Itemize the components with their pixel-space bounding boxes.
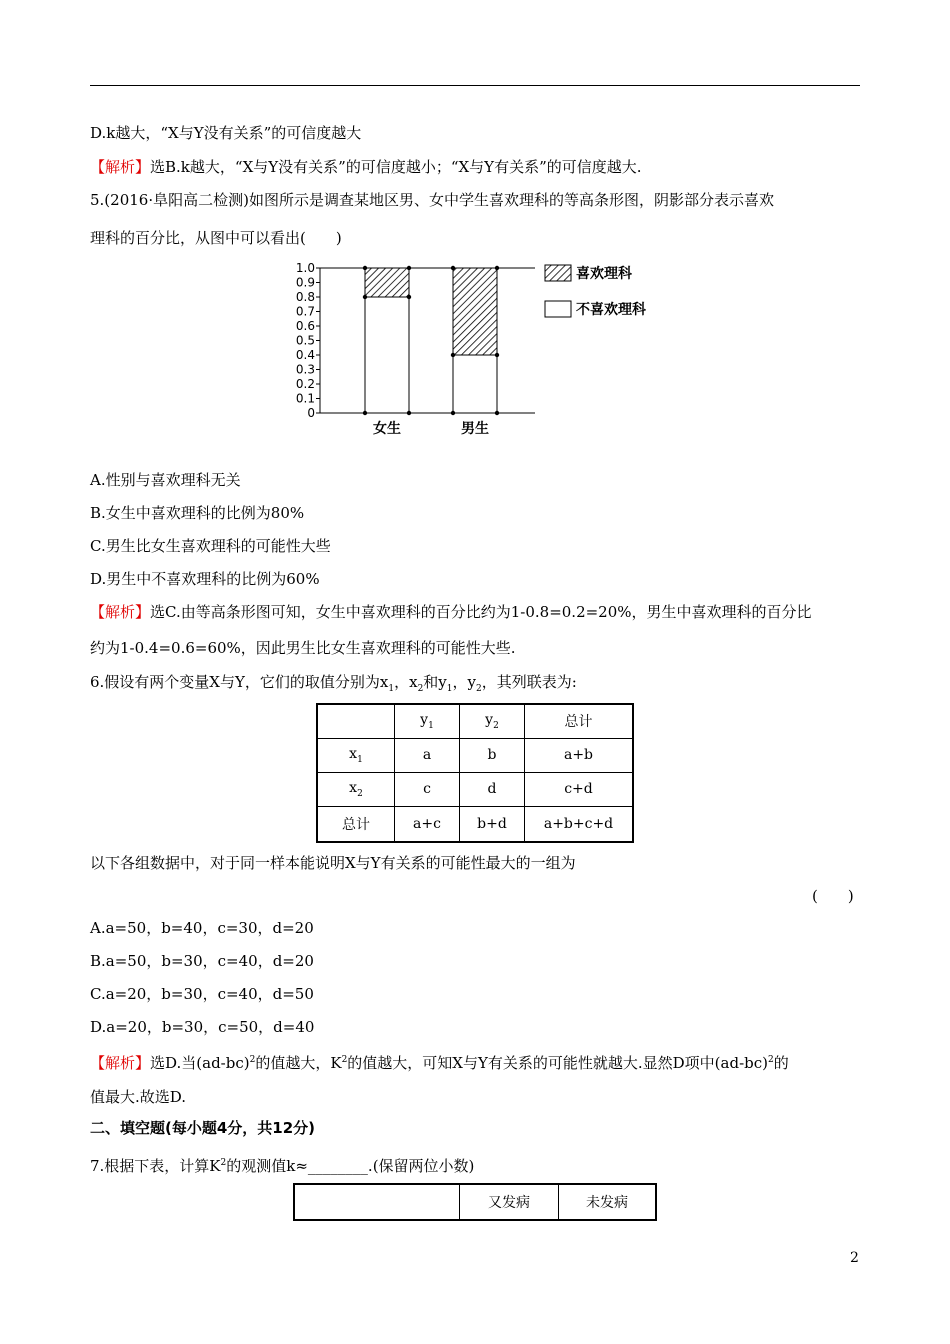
table-cell: 未发病 bbox=[559, 1184, 657, 1220]
subscript: 2 bbox=[357, 788, 363, 799]
table-header-row bbox=[294, 1184, 656, 1220]
table-cell bbox=[317, 772, 395, 806]
q6-stem-text: 6.假设有两个变量X与Y，它们的取值分别为x bbox=[90, 673, 389, 691]
cell-text: y bbox=[485, 711, 494, 728]
y-tick-label: 0 bbox=[307, 406, 315, 420]
q5-option-a: A.性别与喜欢理科无关 bbox=[90, 471, 241, 489]
subscript: 2 bbox=[476, 684, 482, 694]
q6-stem bbox=[90, 672, 577, 699]
y-tick-label: 0.5 bbox=[295, 333, 315, 348]
table-row bbox=[317, 806, 633, 842]
q6-stem-text: ，x bbox=[394, 673, 418, 691]
y-tick-label: 0.4 bbox=[295, 348, 315, 362]
q6-question: 以下各组数据中，对于同一样本能说明X与Y有关系的可能性最大的一组为 bbox=[90, 854, 576, 872]
analysis-text: 选B.k越大，“X与Y没有关系”的可信度越小；“X与Y有关系”的可信度越大. bbox=[150, 158, 642, 176]
analysis-text: 的值越大，可知X与Y有关系的可能性就越大.显然D项中(ad-bc) bbox=[347, 1054, 768, 1072]
q6-option-d: D.a=20，b=30，c=50，d=40 bbox=[90, 1018, 315, 1036]
table-cell bbox=[317, 704, 395, 738]
bar-vertex-dot bbox=[495, 353, 499, 357]
subscript: 1 bbox=[428, 720, 434, 731]
superscript: 2 bbox=[341, 1055, 348, 1065]
table-cell: a+c bbox=[395, 806, 460, 842]
page-number: 2 bbox=[850, 1250, 859, 1266]
bar-vertex-dot bbox=[363, 411, 367, 415]
bar-vertex-dot bbox=[363, 266, 367, 270]
bar-vertex-dot bbox=[407, 411, 411, 415]
table-cell: 总计 bbox=[525, 704, 634, 738]
q5-analysis-line2: 约为1-0.4=0.6=60%，因此男生比女生喜欢理科的可能性大些. bbox=[90, 639, 516, 657]
bar-vertex-dot bbox=[407, 295, 411, 299]
y-tick-label: 0.2 bbox=[295, 377, 315, 391]
cell-text: x bbox=[349, 745, 358, 762]
analysis-text: 选D.当(ad-bc) bbox=[150, 1054, 250, 1072]
table-cell bbox=[395, 704, 460, 738]
table-cell: a+b bbox=[525, 738, 634, 772]
q7-stem-text: 7.根据下表，计算K bbox=[90, 1157, 221, 1175]
q6-option-b: B.a=50，b=30，c=40，d=20 bbox=[90, 952, 314, 970]
y-tick-label: 1.0 bbox=[295, 261, 315, 275]
x-category-label: 女生 bbox=[373, 421, 401, 437]
superscript: 2 bbox=[249, 1055, 256, 1065]
bar-vertex-dot bbox=[451, 353, 455, 357]
analysis-tag: 【解析】 bbox=[90, 603, 151, 621]
subscript: 2 bbox=[417, 684, 424, 694]
analysis-tag: 【解析】 bbox=[90, 1054, 151, 1072]
q6-stem-text: 和y bbox=[423, 673, 447, 691]
q6-analysis-line2: 值最大.故选D. bbox=[90, 1088, 187, 1106]
subscript: 1 bbox=[446, 684, 453, 694]
q6-analysis-line1 bbox=[90, 1050, 789, 1073]
bar-segment-like-science bbox=[453, 268, 497, 355]
q6-stem-text: ，其列联表为: bbox=[481, 673, 577, 691]
table-cell: a bbox=[395, 738, 460, 772]
bar-vertex-dot bbox=[495, 266, 499, 270]
legend-label: 喜欢理科 bbox=[576, 266, 632, 282]
table-cell bbox=[460, 704, 525, 738]
q7-stem bbox=[90, 1153, 474, 1176]
table-row bbox=[317, 738, 633, 772]
cell-text: x bbox=[349, 779, 358, 796]
legend-swatch-dislike-science bbox=[545, 301, 571, 317]
table-cell bbox=[317, 738, 395, 772]
subscript: 2 bbox=[493, 720, 499, 731]
superscript: 2 bbox=[768, 1055, 774, 1065]
q5-stem-line2: 理科的百分比，从图中可以看出( ) bbox=[90, 229, 342, 247]
subscript: 1 bbox=[388, 684, 395, 694]
answer-blank-paren: ( ) bbox=[812, 887, 854, 905]
section-heading: 二、填空题(每小题4分，共12分) bbox=[90, 1119, 316, 1137]
y-tick-label: 0.8 bbox=[295, 290, 315, 304]
q7-stem-text: 的观测值k≈________.(保留两位小数) bbox=[226, 1157, 475, 1175]
table-cell: c+d bbox=[525, 772, 634, 806]
bar-segment-dislike-science bbox=[453, 355, 497, 413]
cell-text: y bbox=[420, 711, 429, 728]
table-cell: a+b+c+d bbox=[525, 806, 634, 842]
superscript: 2 bbox=[220, 1158, 227, 1168]
y-tick-label: 0.6 bbox=[295, 319, 315, 333]
q4-analysis bbox=[90, 157, 642, 177]
header-rule bbox=[90, 85, 860, 86]
bar-vertex-dot bbox=[451, 266, 455, 270]
analysis-text: 选C.由等高条形图可知，女生中喜欢理科的百分比约为1-0.8=0.2=20%，男生中喜欢理科的百分比 bbox=[150, 603, 812, 621]
analysis-text: 的值越大，K bbox=[255, 1054, 342, 1072]
legend-label: 不喜欢理科 bbox=[576, 302, 646, 318]
y-tick-label: 0.9 bbox=[295, 275, 315, 290]
q5-stem-line1: 5.(2016·阜阳高二检测)如图所示是调查某地区男、女中学生喜欢理科的等高条形图，阴影部分表示喜欢 bbox=[90, 191, 774, 209]
bar-vertex-dot bbox=[363, 295, 367, 299]
q5-option-b: B.女生中喜欢理科的比例为80% bbox=[90, 504, 305, 522]
q6-option-a: A.a=50，b=40，c=30，d=20 bbox=[90, 919, 314, 937]
table-cell: b bbox=[460, 738, 525, 772]
analysis-tag: 【解析】 bbox=[90, 158, 151, 176]
y-tick-label: 0.3 bbox=[295, 362, 315, 377]
table-cell: 又发病 bbox=[460, 1184, 559, 1220]
table-cell bbox=[294, 1184, 460, 1220]
contingency-table bbox=[316, 703, 634, 843]
table-cell: d bbox=[460, 772, 525, 806]
bar-segment-dislike-science bbox=[365, 297, 409, 413]
q5-analysis-line1 bbox=[90, 602, 812, 622]
bar-vertex-dot bbox=[495, 411, 499, 415]
legend-swatch-like-science bbox=[545, 265, 571, 281]
option-d-q4: D.k越大，“X与Y没有关系”的可信度越大 bbox=[90, 124, 362, 142]
table-cell: b+d bbox=[460, 806, 525, 842]
y-tick-label: 0.1 bbox=[295, 391, 315, 406]
table-cell: c bbox=[395, 772, 460, 806]
q5-option-c: C.男生比女生喜欢理科的可能性大些 bbox=[90, 537, 331, 555]
q6-stem-text: ，y bbox=[452, 673, 476, 691]
stacked-bar-chart bbox=[285, 255, 675, 440]
bar-vertex-dot bbox=[451, 411, 455, 415]
table-header-row bbox=[317, 704, 633, 738]
analysis-text: 的 bbox=[773, 1054, 789, 1072]
x-category-label: 男生 bbox=[461, 421, 489, 437]
y-tick-label: 0.7 bbox=[295, 304, 315, 319]
subscript: 1 bbox=[357, 754, 363, 765]
q5-option-d: D.男生中不喜欢理科的比例为60% bbox=[90, 570, 320, 588]
q7-table bbox=[293, 1183, 657, 1221]
table-cell: 总计 bbox=[317, 806, 395, 842]
bar-vertex-dot bbox=[407, 266, 411, 270]
q6-option-c: C.a=20，b=30，c=40，d=50 bbox=[90, 985, 314, 1003]
table-row bbox=[317, 772, 633, 806]
bar-segment-like-science bbox=[365, 268, 409, 297]
